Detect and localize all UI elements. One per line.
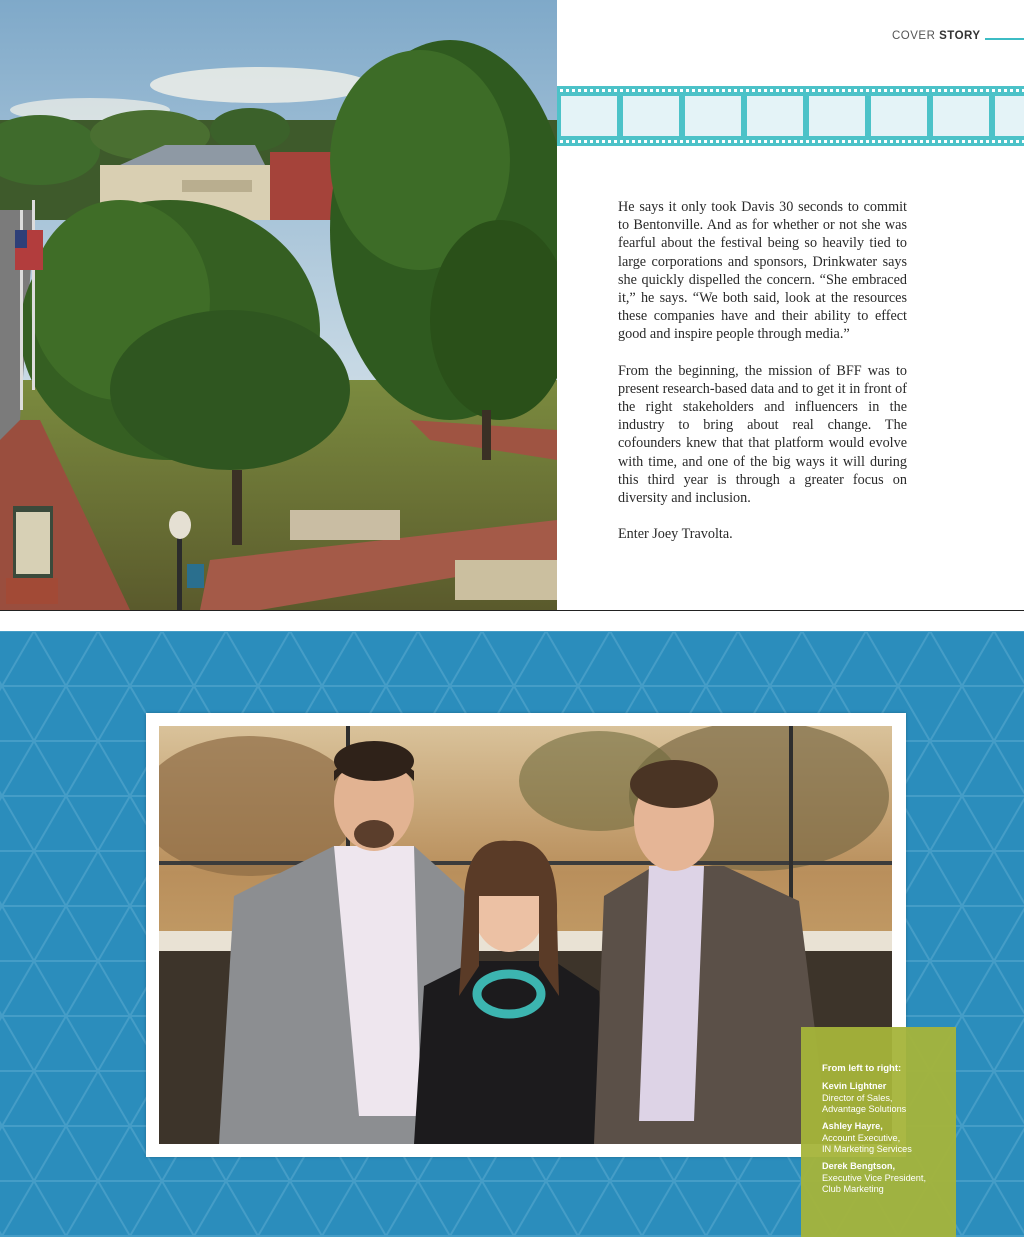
article-paragraph: From the beginning, the mission of BFF was to present research-based data and to get it in front of the right stakeholders and influencers in the industry to bring about real change. The cofounders knew that that platform would evolve with time, and one of the big ways it will during this third year is through a greater focus on diversity and inclusion. xyxy=(618,362,907,507)
caption-person xyxy=(822,1161,926,1196)
photo-caption-box xyxy=(801,1027,956,1237)
caption-person-role: Director of Sales, xyxy=(822,1092,893,1103)
caption-person-name: Kevin Lightner xyxy=(822,1081,887,1091)
caption-person-name: Ashley Hayre, xyxy=(822,1121,883,1131)
caption-person-role: IN Marketing Services xyxy=(822,1144,912,1154)
caption-person xyxy=(822,1081,906,1116)
caption-person-role: Club Marketing xyxy=(822,1184,884,1194)
caption-intro: From left to right: xyxy=(822,1063,902,1074)
caption-person-role: Account Executive, xyxy=(822,1132,901,1143)
town-square-photo xyxy=(0,0,557,610)
page-divider xyxy=(0,610,1024,611)
section-accent-rule xyxy=(985,38,1024,40)
caption-person-role: Executive Vice President, xyxy=(822,1172,927,1183)
team-photo-frame xyxy=(146,713,906,1157)
caption-person xyxy=(822,1121,912,1156)
article-paragraph: He says it only took Davis 30 seconds to commit to Bentonville. And as for whether or not she was fearful about the festival being so heavily tied to large corporations and sponsors, Drinkwater says she quickly dispelled the concern. “She embraced it,” he says. “We both said, look at the resources these companies have and their ability to effect good and inspire people through media.” xyxy=(618,199,907,343)
article-paragraph: Enter Joey Travolta. xyxy=(618,526,733,543)
article-body xyxy=(618,198,907,561)
caption-person-role: Advantage Solutions xyxy=(822,1104,907,1114)
caption-person-name: Derek Bengtson, xyxy=(822,1161,896,1171)
team-photo xyxy=(159,726,892,1144)
section-label-light: COVER xyxy=(892,30,936,42)
section-label xyxy=(892,30,981,42)
filmstrip-graphic xyxy=(557,86,1024,146)
section-label-bold: STORY xyxy=(939,30,981,42)
